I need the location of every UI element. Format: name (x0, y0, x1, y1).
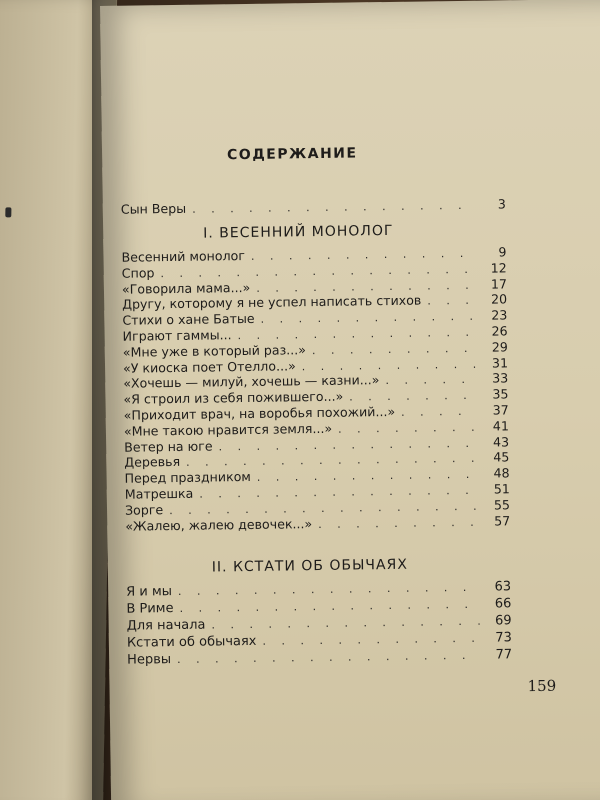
entry-title: Для начала (126, 617, 206, 634)
entry-page: 23 (491, 307, 508, 323)
contents-page (100, 0, 600, 800)
entry-title: «У киоска поет Отелло...» (122, 357, 296, 376)
entry-page: 12 (490, 260, 507, 276)
leader-dots (385, 372, 476, 389)
section-heading-1: I. ВЕСЕННИЙ МОНОЛОГ (203, 222, 394, 242)
toc-section-1-list (121, 244, 510, 534)
toc-intro-list (121, 196, 506, 217)
entry-title: Зорге (124, 501, 164, 518)
entry-title: Матрешка (124, 485, 194, 502)
entry-page: 31 (491, 354, 509, 371)
entry-title: Другу, которому я не успел написать стихов (122, 292, 422, 313)
leader-dots (427, 293, 475, 309)
entry-title: «Приходит врач, на воробья похожий...» (123, 403, 396, 423)
toc-section-2-list (126, 578, 512, 668)
entry-page: 3 (497, 196, 506, 212)
entry-title: «Жалею, жалею девочек...» (125, 515, 313, 534)
entry-title: Сын Веры (120, 200, 187, 217)
entry-page: 57 (494, 512, 511, 529)
entry-page: 37 (492, 402, 509, 418)
leader-dots (177, 647, 480, 668)
entry-title: «Мне уже в который раз...» (122, 341, 307, 360)
entry-page: 17 (490, 275, 508, 292)
entry-page: 77 (495, 647, 513, 663)
toc-entry (121, 196, 506, 217)
leader-dots (318, 514, 478, 532)
entry-page: 26 (491, 323, 508, 339)
entry-page: 48 (493, 465, 510, 481)
entry-title: «Говорила мама...» (121, 279, 251, 297)
entry-title: Весенний монолог (121, 248, 246, 265)
leader-dots (349, 388, 476, 406)
entry-title: «Хочешь — милуй, хочешь — казни...» (123, 372, 380, 392)
entry-page: 55 (493, 497, 511, 513)
page-number: 159 (527, 676, 557, 696)
entry-page: 41 (492, 418, 510, 434)
leader-dots (192, 198, 474, 218)
entry-page: 33 (492, 370, 509, 386)
entry-title: Кстати об обычаях (126, 633, 257, 651)
entry-page: 20 (490, 291, 508, 307)
entry-title: Я и мы (126, 584, 173, 600)
entry-page: 43 (492, 433, 510, 450)
entry-title: В Риме (126, 601, 174, 617)
entry-page: 51 (493, 481, 510, 497)
entry-page: 73 (495, 630, 512, 646)
contents-title: СОДЕРЖАНИЕ (226, 145, 358, 164)
entry-page: 45 (493, 449, 510, 465)
entry-title: Стихи о хане Батые (122, 311, 255, 328)
section-heading-2: II. КСТАТИ ОБ ОБЫЧАЯХ (211, 556, 408, 576)
entry-page: 9 (498, 244, 507, 260)
entry-title: Перед праздником (124, 469, 251, 486)
entry-page: 29 (491, 339, 508, 355)
entry-title: «Мне такою нравится земля...» (123, 420, 333, 439)
entry-title: Спор (121, 265, 155, 281)
entry-page: 69 (494, 613, 512, 629)
entry-title: Ветер на юге (124, 438, 213, 455)
left-page-mark (5, 207, 11, 217)
entry-page: 66 (494, 596, 512, 612)
leader-dots (401, 404, 477, 421)
leader-dots (338, 420, 477, 438)
entry-title: «Я строил из себя пожившего...» (123, 388, 344, 407)
entry-page: 35 (492, 386, 509, 402)
entry-title: Деревья (124, 454, 181, 471)
entry-title: Нервы (127, 652, 172, 668)
entry-title: Играют гаммы... (122, 327, 232, 344)
entry-page: 63 (494, 579, 512, 595)
